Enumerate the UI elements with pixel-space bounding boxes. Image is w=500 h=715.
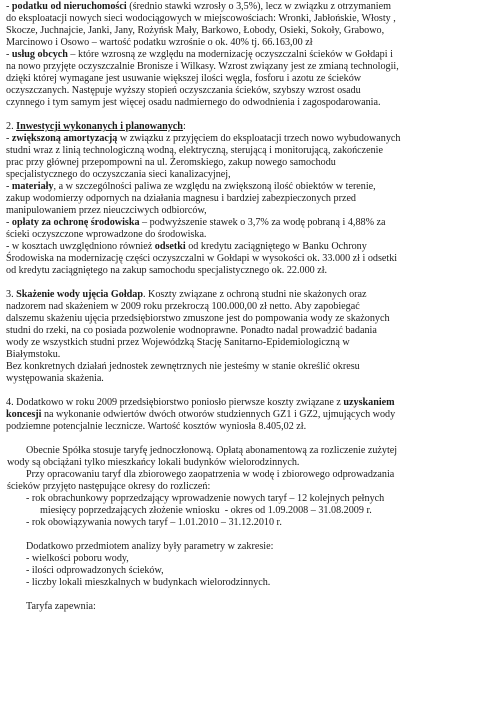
bold-phrase: usług obcych	[11, 49, 68, 60]
text-span: od kredytu zaciągniętego na zakup samochodu specjalistycznego ok. 22.000 zł.	[6, 265, 328, 276]
text-line	[6, 205, 207, 217]
text-line	[6, 85, 361, 97]
text-line	[6, 97, 381, 109]
text-line	[6, 361, 360, 373]
text-span: 3.	[6, 289, 17, 300]
text-span: , a w szczególności paliwa ze względu na zwiększoną ilość obiektów w terenie,	[53, 181, 376, 192]
text-span: - w kosztach uwzględniono również	[6, 241, 155, 252]
text-span: - rok obrachunkowy poprzedzający wprowadzenie nowych taryf – 12 kolejnych pełnych	[26, 493, 385, 504]
bold-phrase: Inwestycji wykonanych i planowanych	[16, 121, 183, 132]
bold-phrase: odsetki	[154, 241, 186, 252]
text-span: -	[6, 1, 12, 12]
text-span: dzięki której wymagane jest usuwanie większej ilości węgla, fosforu i azotu ze ścieków	[6, 73, 362, 84]
text-span: na nowo przyjęte oczyszczalnie Bronisze i Wilkasy. Wzrost związany jest ze zmianą technologii,	[6, 61, 399, 72]
text-line	[26, 553, 129, 565]
text-span: -	[6, 133, 12, 144]
text-line	[6, 1, 391, 13]
text-span: -	[6, 49, 12, 60]
text-line	[7, 481, 210, 493]
text-line	[6, 253, 397, 265]
text-line	[6, 229, 206, 241]
text-line	[6, 121, 186, 133]
text-span: 4. Dodatkowo w roku 2009 przedsiębiorstwo poniosło pierwsze koszty związane z	[6, 397, 344, 408]
text-span: -	[6, 217, 12, 228]
text-line	[6, 37, 313, 49]
text-line	[6, 181, 376, 193]
text-line	[6, 349, 60, 361]
text-span: studni wraz z linią technologiczną wodną, elektryczną, sterującą i monitorującą, zakończenie	[6, 145, 383, 156]
text-line	[26, 565, 164, 577]
text-line	[6, 133, 400, 145]
text-line	[6, 409, 395, 421]
text-span: dalszemu skażeniu ujęcia przedsiębiorstwo zmuszone jest do pompowania wody ze skażonych	[6, 313, 390, 324]
text-span: – podwyższenie stawek o 3,7% za wodę pobraną i 4,88% za	[139, 217, 386, 228]
text-line	[40, 505, 372, 517]
text-line	[26, 445, 397, 457]
text-span: prac przy głównej przepompowni na ul. Żeromskiego, zakup nowego samochodu	[6, 157, 336, 168]
text-span: w związku z przyjęciem do eksploatacji trzech nowo wybudowanych	[117, 133, 401, 144]
text-line	[7, 457, 299, 469]
text-line	[6, 61, 399, 73]
text-line	[26, 493, 384, 505]
text-span: – które wzrosną ze względu na modernizację oczyszczalni ścieków w Gołdapi i	[67, 49, 393, 60]
text-span: Środowiska na modernizację części oczyszczalni w Gołdapi w wysokości ok. 33.000 zł i odsetki	[6, 253, 398, 264]
text-span: Bez konkretnych działań jednostek zewnętrznych nie jesteśmy w stanie określić okresu	[6, 361, 360, 372]
text-span: Przy opracowaniu taryf dla zbiorowego zaopatrzenia w wodę i zbiorowego odprowadzania	[26, 469, 395, 480]
text-span: ścieki oczyszczone wprowadzone do środowiska.	[6, 229, 207, 240]
text-line	[6, 397, 395, 409]
text-span: od kredytu zaciągniętego w Banku Ochrony	[185, 241, 367, 252]
text-span: Obecnie Spółka stosuje taryfę jednoczłonową. Opłatą abonamentową za rozliczenie zużytej	[26, 445, 398, 456]
text-span: wody są obciążani tylko mieszkańcy lokali budynków wielorodzinnych.	[7, 457, 300, 468]
text-span: miesięcy poprzedzających złożenie wniosku - okres od 1.09.2008 – 31.08.2009 r.	[40, 505, 372, 516]
text-span: Taryfa zapewnia:	[26, 601, 96, 612]
text-line	[6, 193, 356, 205]
text-span: Skocze, Juchnajcie, Janki, Jany, Rożyńsk Mały, Barkowo, Łobody, Osieki, Sokoły, Grabowo,	[6, 25, 385, 36]
text-line	[6, 373, 104, 385]
text-span: Białymstoku.	[6, 349, 61, 360]
text-line	[6, 217, 386, 229]
text-span: - wielkości poboru wody,	[26, 553, 129, 564]
text-line	[6, 337, 350, 349]
text-span: specjalistycznego do oczyszczania sieci kanalizacyjnej,	[6, 169, 231, 180]
text-span: zakup wodomierzy odpornych na działania magnesu i bardziej zabezpieczonych przed	[6, 193, 356, 204]
text-span: czynnego i tym samym jest więcej osadu nadmiernego do odwodnienia i zagospodarowania.	[6, 97, 381, 108]
text-span: na wykonanie odwiertów dwóch otworów studziennych GZ1 i GZ2, ujmujących wody	[41, 409, 396, 420]
text-span: oczyszczanych. Następuje wyższy stopień oczyszczania ścieków, szybszy wzrost osadu	[6, 85, 361, 96]
text-line	[6, 25, 384, 37]
text-span: :	[182, 121, 186, 132]
text-span: - liczby lokali mieszkalnych w budynkach wielorodzinnych.	[26, 577, 271, 588]
text-line	[6, 289, 367, 301]
text-line	[6, 421, 306, 433]
text-span: -	[6, 181, 12, 192]
text-span: nadzorem nad skażeniem w 2009 roku przekroczą 100.000,00 zł netto. Aby zapobiegać	[6, 301, 360, 312]
text-line	[6, 265, 327, 277]
text-line	[6, 169, 231, 181]
text-line	[26, 469, 394, 481]
text-line	[6, 73, 361, 85]
text-line	[26, 601, 96, 613]
text-line	[6, 325, 377, 337]
bold-phrase: uzyskaniem	[343, 397, 395, 408]
bold-phrase: Skażenie wody ujęcia Gołdap	[16, 289, 143, 300]
text-line	[26, 517, 282, 529]
bold-phrase: materiały	[11, 181, 54, 192]
text-span: 2.	[6, 121, 17, 132]
text-span: wody ze wszystkich studni przez Wojewódzką Stację Sanitarno-Epidemiologiczną w	[6, 337, 350, 348]
text-line	[6, 13, 396, 25]
text-span: (średnio stawki wzrosły o 3,5%), lecz w związku z otrzymaniem	[126, 1, 391, 12]
text-line	[26, 541, 273, 553]
text-span: studni do rzeki, na co posiada pozwolenie wodnoprawne. Ponadto nadal prowadzić badania	[6, 325, 377, 336]
text-line	[6, 301, 360, 313]
text-line	[6, 157, 336, 169]
text-span: do eksploatacji nowych sieci wodociągowych w miejscowościach: Wronki, Jabłońskie, Włosty ,	[6, 13, 396, 24]
text-line	[6, 145, 383, 157]
text-span: Dodatkowo przedmiotem analizy były parametry w zakresie:	[26, 541, 274, 552]
text-span: ścieków przyjęto następujące okresy do rozliczeń:	[7, 481, 211, 492]
text-line	[26, 577, 270, 589]
text-span: podziemne potencjalnie lecznicze. Wartość kosztów wyniosła 8.405,02 zł.	[6, 421, 307, 432]
bold-phrase: opłaty za ochronę środowiska	[11, 217, 140, 228]
text-span: Marcinowo i Osowo – wartość podatku wzrośnie o ok. 40% tj. 66.163,00 zł	[6, 37, 313, 48]
text-line	[6, 49, 393, 61]
text-span: - ilości odprowadzonych ścieków,	[26, 565, 164, 576]
bold-phrase: zwiększoną amortyzacją	[11, 133, 118, 144]
text-line	[6, 241, 367, 253]
bold-phrase: koncesji	[6, 409, 42, 420]
text-line	[6, 313, 390, 325]
text-span: manipulowaniem przez nieuczciwych odbiorców,	[6, 205, 207, 216]
text-span: występowania skażenia.	[6, 373, 104, 384]
text-span: - rok obowiązywania nowych taryf – 1.01.2010 – 31.12.2010 r.	[26, 517, 282, 528]
bold-phrase: podatku od nieruchomości	[11, 1, 127, 12]
text-span: . Koszty związane z ochroną studni nie skażonych oraz	[142, 289, 367, 300]
